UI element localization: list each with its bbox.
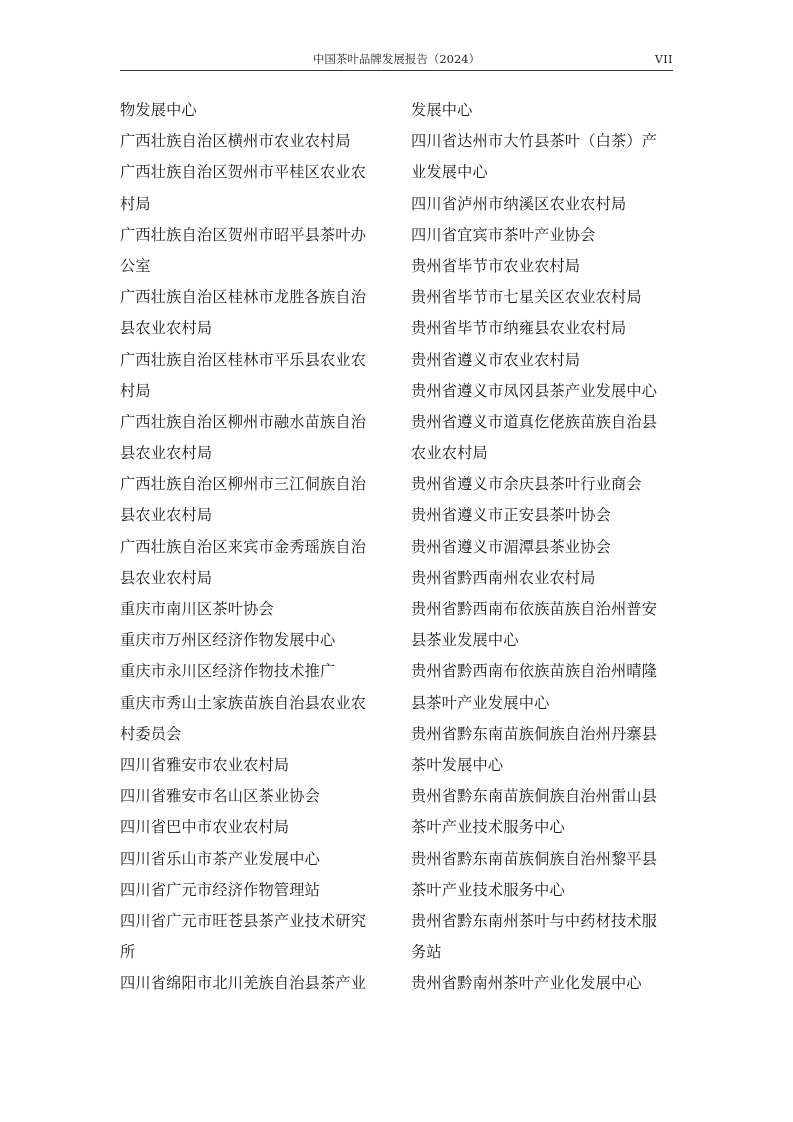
list-line: 务站 — [411, 943, 442, 962]
list-line: 县农业农村局 — [120, 568, 213, 587]
left-column — [120, 95, 390, 999]
list-line: 茶叶产业技术服务中心 — [411, 880, 565, 899]
list-line: 四川省雅安市农业农村局 — [120, 755, 290, 774]
list-line: 重庆市万州区经济作物发展中心 — [120, 631, 336, 650]
list-line: 贵州省黔南州茶叶产业化发展中心 — [411, 974, 642, 993]
list-line: 四川省泸州市纳溪区农业农村局 — [411, 194, 627, 213]
list-line: 贵州省黔东南苗族侗族自治州丹寨县 — [411, 724, 658, 743]
report-title: 中国茶叶品牌发展报告（2024） — [312, 52, 481, 66]
list-line: 重庆市永川区经济作物技术推广 — [120, 662, 336, 681]
list-line: 贵州省黔西南布依族苗族自治州晴隆 — [411, 662, 658, 681]
list-line: 四川省广元市经济作物管理站 — [120, 880, 321, 899]
list-line: 业发展中心 — [411, 163, 488, 182]
list-line: 贵州省黔西南州农业农村局 — [411, 568, 596, 587]
list-line: 茶叶产业技术服务中心 — [411, 818, 565, 837]
list-line: 贵州省黔西南布依族苗族自治州普安 — [411, 600, 658, 618]
list-line: 公室 — [120, 256, 151, 275]
list-line: 广西壮族自治区桂林市龙胜各族自治 — [120, 288, 367, 307]
list-line: 贵州省遵义市农业农村局 — [411, 350, 581, 369]
list-line: 县农业农村局 — [120, 444, 213, 463]
list-line: 贵州省毕节市七星关区农业农村局 — [411, 288, 642, 307]
list-line: 四川省达州市大竹县茶叶（白茶）产 — [411, 132, 658, 151]
list-line: 贵州省遵义市湄潭县茶业协会 — [411, 537, 612, 556]
list-line: 村局 — [120, 381, 151, 400]
list-line: 贵州省黔东南州茶叶与中药材技术服 — [411, 911, 658, 930]
list-line: 贵州省毕节市农业农村局 — [411, 256, 581, 275]
list-line: 村局 — [120, 194, 151, 213]
list-line: 村委员会 — [120, 724, 182, 743]
list-line: 农业农村局 — [411, 444, 488, 463]
list-line: 广西壮族自治区贺州市昭平县茶叶办 — [120, 225, 367, 244]
list-line: 广西壮族自治区柳州市融水苗族自治 — [120, 412, 367, 431]
list-line: 贵州省遵义市余庆县茶叶行业商会 — [411, 475, 642, 494]
list-line: 重庆市南川区茶叶协会 — [120, 600, 274, 618]
list-line: 县农业农村局 — [120, 506, 213, 525]
list-line: 四川省雅安市名山区茶业协会 — [120, 787, 321, 806]
list-line: 县茶叶产业发展中心 — [411, 693, 550, 712]
list-line: 贵州省黔东南苗族侗族自治州黎平县 — [411, 849, 658, 868]
list-line: 贵州省遵义市道真仡佬族苗族自治县 — [411, 412, 658, 431]
list-line: 县茶业发展中心 — [411, 631, 519, 650]
list-line: 贵州省遵义市凤冈县茶产业发展中心 — [411, 381, 658, 400]
list-line: 广西壮族自治区柳州市三江侗族自治 — [120, 475, 367, 494]
list-line: 物发展中心 — [120, 101, 197, 119]
list-line: 四川省巴中市农业农村局 — [120, 818, 290, 837]
list-line: 广西壮族自治区贺州市平桂区农业农 — [120, 163, 367, 182]
list-line: 广西壮族自治区横州市农业农村局 — [120, 132, 351, 151]
list-line: 四川省绵阳市北川羌族自治县茶产业 — [120, 974, 367, 993]
list-line: 贵州省黔东南苗族侗族自治州雷山县 — [411, 787, 658, 806]
list-line: 茶叶发展中心 — [411, 755, 504, 774]
list-line: 贵州省毕节市纳雍县农业农村局 — [411, 319, 627, 338]
list-line: 广西壮族自治区桂林市平乐县农业农 — [120, 350, 367, 369]
list-line: 四川省宜宾市茶叶产业协会 — [411, 225, 596, 244]
list-line: 四川省乐山市茶产业发展中心 — [120, 849, 321, 868]
list-line: 重庆市秀山土家族苗族自治县农业农 — [120, 693, 367, 712]
list-line: 贵州省遵义市正安县茶叶协会 — [411, 506, 612, 525]
running-header — [120, 50, 673, 71]
list-line: 四川省广元市旺苍县茶产业技术研究 — [120, 911, 367, 930]
list-line: 发展中心 — [411, 101, 473, 119]
page-number: VII — [654, 53, 673, 66]
list-line: 广西壮族自治区来宾市金秀瑶族自治 — [120, 537, 367, 556]
right-column — [411, 95, 677, 999]
list-line: 所 — [120, 943, 136, 962]
list-line: 县农业农村局 — [120, 319, 213, 338]
